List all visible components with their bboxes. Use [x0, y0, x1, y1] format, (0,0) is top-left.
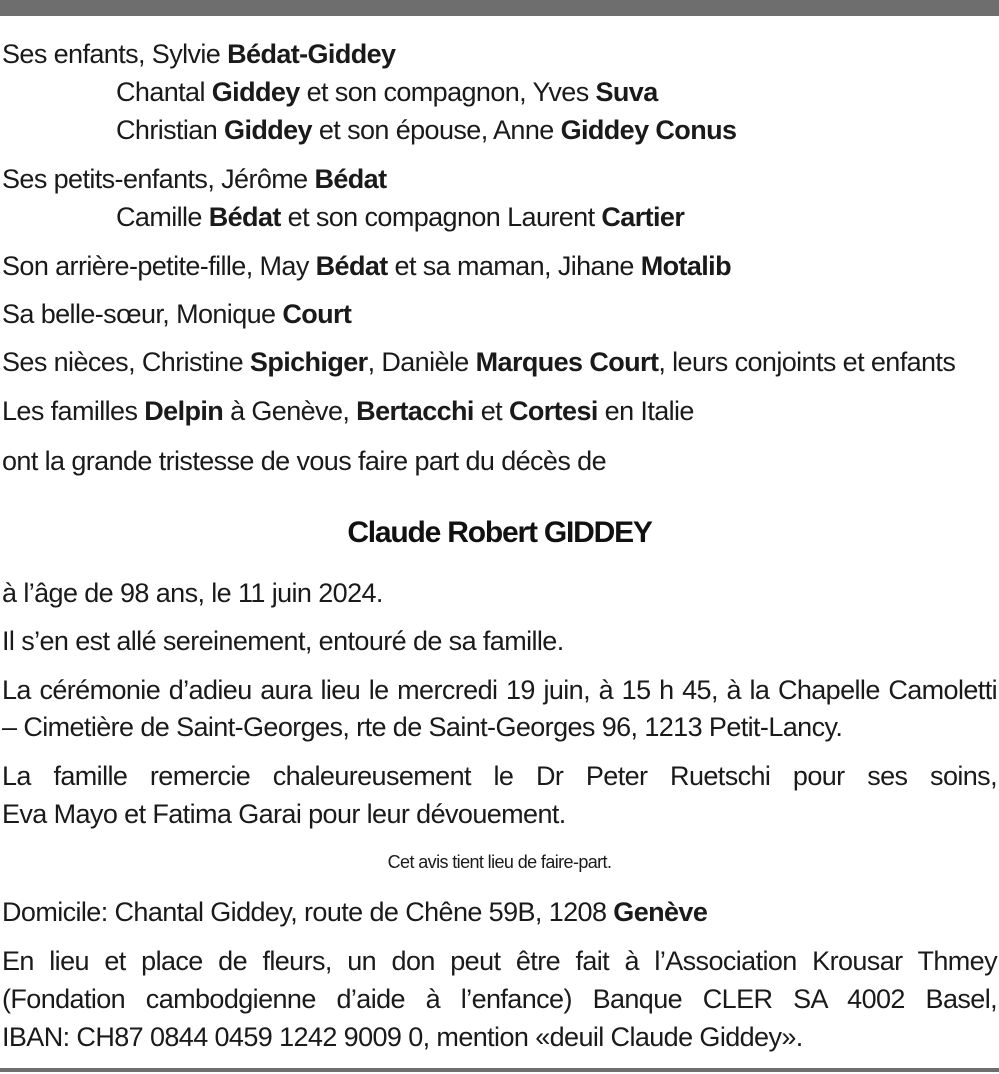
families-mid2: et	[473, 396, 509, 426]
child3-line	[116, 111, 736, 149]
child2-line	[116, 73, 658, 111]
families-intro: Les familles	[2, 396, 145, 426]
domicile-line	[2, 893, 707, 931]
great-surname: Bédat	[315, 251, 388, 281]
niece2-surname: Marques Court	[475, 347, 659, 377]
children-intro: Ses enfants, Sylvie	[2, 39, 228, 69]
grandchildren-intro: Ses petits-enfants, Jérôme	[2, 164, 315, 194]
great-mother-surname: Motalib	[640, 251, 731, 281]
grandchild2-rest: et son compagnon Laurent	[280, 202, 602, 232]
domicile-city: Genève	[613, 897, 708, 927]
families-mid1: à Genève,	[223, 396, 357, 426]
domicile-text: Domicile: Chantal Giddey, route de Chêne 59B, 1208	[2, 897, 614, 927]
thanks-line-2: Eva Mayo et Fatima Garai pour leur dévouement.	[2, 799, 566, 829]
child3-surname: Giddey	[224, 115, 312, 145]
niece1-surname: Spichiger	[249, 347, 368, 377]
child3-rest: et son épouse, Anne	[311, 115, 561, 145]
great-rest: et sa maman, Jihane	[387, 251, 641, 281]
family1-name: Delpin	[144, 396, 224, 426]
grandchildren-line	[2, 160, 386, 198]
nieces-line	[2, 343, 955, 381]
donation-line-3: IBAN: CH87 0844 0459 1242 9009 0, mention «deuil Claude Giddey».	[2, 1022, 803, 1052]
grandchild2-surname: Bédat	[208, 202, 281, 232]
family3-name: Cortesi	[508, 396, 598, 426]
child2-rest: et son compagnon, Yves	[299, 77, 596, 107]
grandchild2-first: Camille	[116, 202, 209, 232]
child3-first: Christian	[116, 115, 225, 145]
family2-name: Bertacchi	[356, 396, 474, 426]
age-date-line: à l’âge de 98 ans, le 11 juin 2024.	[2, 578, 383, 608]
families-line	[2, 392, 694, 430]
sister-surname: Court	[282, 299, 352, 329]
child2-surname: Giddey	[211, 77, 300, 107]
great-intro: Son arrière-petite-fille, May	[2, 251, 316, 281]
grandchild2-line	[116, 198, 684, 236]
nieces-mid: , Danièle	[367, 347, 476, 377]
children-line	[2, 35, 395, 73]
ceremony-line-2: – Cimetière de Saint-Georges, rte de Saint-Georges 96, 1213 Petit-Lancy.	[2, 712, 843, 742]
grandchild1-surname: Bédat	[314, 164, 387, 194]
donation-line-2: (Fondation cambodgienne d’aide à l’enfance) Banque CLER SA 4002 Basel,	[2, 984, 997, 1014]
sister-in-law-line	[2, 295, 351, 333]
announcement-line: ont la grande tristesse de vous faire part du décès de	[2, 446, 606, 476]
nieces-intro: Ses nièces, Christine	[2, 347, 250, 377]
thanks-line-1: La famille remercie chaleureusement le Dr Peter Ruetschi pour ses soins,	[2, 761, 997, 791]
ceremony-line-1: La cérémonie d’adieu aura lieu le mercredi 19 juin, à 15 h 45, à la Chapelle Camoletti	[2, 675, 997, 705]
nieces-rest: , leurs conjoints et enfants	[658, 347, 956, 377]
deceased-name: Claude Robert GIDDEY	[347, 516, 652, 549]
donation-line-1: En lieu et place de fleurs, un don peut être fait à l’Association Krousar Thmey	[2, 946, 997, 976]
child1-surname: Bédat-Giddey	[227, 39, 396, 69]
top-rule	[0, 0, 999, 16]
child2-partner: Suva	[595, 77, 658, 107]
child2-first: Chantal	[116, 77, 212, 107]
bottom-rule	[0, 1068, 999, 1072]
sister-intro: Sa belle-sœur, Monique	[2, 299, 283, 329]
families-rest: en Italie	[597, 396, 694, 426]
great-grandchild-line	[2, 247, 731, 285]
grandchild2-partner: Cartier	[601, 202, 685, 232]
notice-line: Cet avis tient lieu de faire-part.	[387, 852, 612, 872]
child3-partner: Giddey Conus	[560, 115, 737, 145]
passing-line: Il s’en est allé sereinement, entouré de sa famille.	[2, 626, 564, 656]
